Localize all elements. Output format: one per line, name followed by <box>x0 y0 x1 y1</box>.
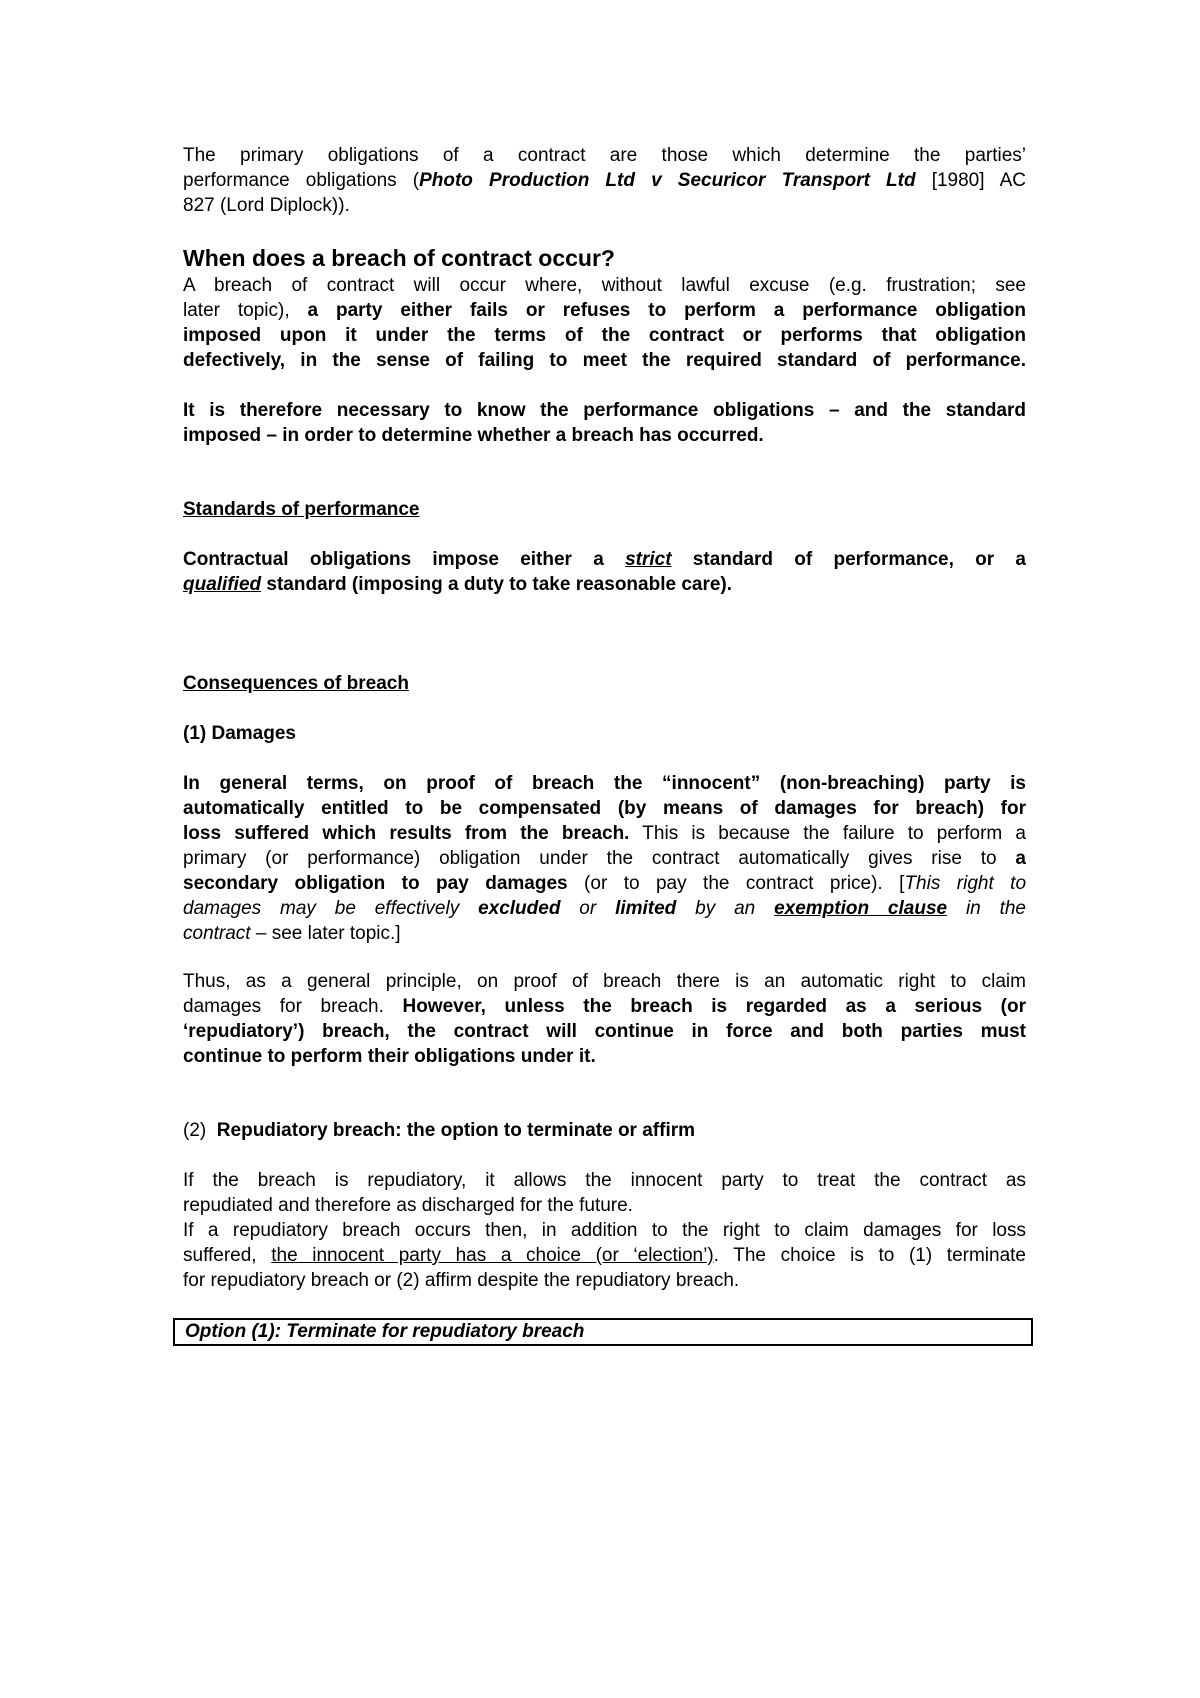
excluded-term: excluded <box>478 898 561 919</box>
standards-heading: Standards of performance <box>183 499 420 520</box>
election-term: the innocent party has a choice (or ‘election’) <box>271 1245 714 1266</box>
intro-text: performance obligations ( <box>183 170 420 191</box>
case-citation: [1980] AC <box>915 170 1027 191</box>
damages-line-6 <box>183 896 1026 921</box>
damages-line-3 <box>183 821 1026 846</box>
repudiatory-text: . The choice is to (1) terminate <box>713 1245 1026 1266</box>
damages-line-7 <box>183 921 1026 946</box>
damages-italic-text: in the <box>947 898 1026 919</box>
damages-text: primary (or performance) obligation under the contract automatically gives rise to <box>183 848 1016 869</box>
damages-italic-text: or <box>560 898 616 919</box>
standards-line-1 <box>183 547 1026 572</box>
strict-term: strict <box>625 549 672 570</box>
necessity-paragraph <box>183 398 1026 448</box>
repudiatory-line-3: If a repudiatory breach occurs then, in addition to the right to claim damages for loss <box>183 1220 1026 1241</box>
standards-line-2 <box>183 572 1026 597</box>
breach-line-2 <box>183 298 1026 323</box>
damages-line-5 <box>183 871 1026 896</box>
repudiatory-paragraph <box>183 1168 1026 1293</box>
repudiatory-number: (2) <box>183 1120 207 1141</box>
breach-definition-paragraph <box>183 273 1026 373</box>
exemption-clause-term: exemption clause <box>774 898 948 919</box>
standards-text: Contractual obligations impose either a <box>183 549 626 570</box>
damages-italic-text: contract <box>183 923 251 944</box>
principle-bold-text: However, unless the breach is regarded as a serious (or <box>402 996 1026 1017</box>
damages-paragraph <box>183 771 1026 946</box>
case-name: Photo Production Ltd v Securicor Transport Ltd <box>419 170 916 191</box>
principle-line-2 <box>183 994 1026 1019</box>
intro-line-1: The primary obligations of a contract are those which determine the parties’ <box>183 145 1026 166</box>
damages-line-4 <box>183 846 1026 871</box>
qualified-term: qualified <box>183 574 262 595</box>
principle-line-1: Thus, as a general principle, on proof of breach there is an automatic right to claim <box>183 971 1026 992</box>
repudiatory-text: suffered, <box>183 1245 272 1266</box>
intro-line-2 <box>183 168 1026 193</box>
damages-italic-text: by an <box>676 898 775 919</box>
repudiatory-heading <box>183 1118 695 1143</box>
standards-text: standard of performance, or a <box>671 549 1026 570</box>
intro-paragraph <box>183 143 1026 218</box>
general-principle-paragraph <box>183 969 1026 1069</box>
damages-text: – see later topic.] <box>250 923 401 944</box>
repudiatory-title: Repudiatory breach: the option to terminate or affirm <box>216 1120 696 1141</box>
damages-italic-text: This right to <box>904 873 1027 894</box>
repudiatory-line-4 <box>183 1243 1026 1268</box>
consequences-heading: Consequences of breach <box>183 673 409 694</box>
repudiatory-line-5: for repudiatory breach or (2) affirm despite the repudiatory breach. <box>183 1270 740 1291</box>
limited-term: limited <box>615 898 677 919</box>
damages-bold-text: loss suffered which results from the breach. <box>183 823 630 844</box>
damages-line-1: In general terms, on proof of breach the “innocent” (non-breaching) party is <box>183 773 1026 794</box>
damages-bold-text: secondary obligation to pay damages <box>183 873 568 894</box>
breach-line-4: defectively, in the sense of failing to meet the required standard of performance. <box>183 350 1026 371</box>
repudiatory-line-1: If the breach is repudiatory, it allows the innocent party to treat the contract as <box>183 1170 1026 1191</box>
damages-italic-text: damages may be effectively <box>183 898 479 919</box>
standards-text: standard (imposing a duty to take reasonable care). <box>261 574 733 595</box>
damages-text: This is because the failure to perform a <box>629 823 1026 844</box>
damages-bold-text: a <box>1015 848 1026 869</box>
breach-line-3: imposed upon it under the terms of the contract or performs that obligation <box>183 325 1026 346</box>
necessity-line-2: imposed – in order to determine whether a breach has occurred. <box>183 425 764 446</box>
breach-text: later topic), <box>183 300 308 321</box>
damages-heading: (1) Damages <box>183 723 296 744</box>
option-1-box: Option (1): Terminate for repudiatory breach <box>173 1318 1033 1346</box>
section-heading-breach: When does a breach of contract occur? <box>183 245 615 271</box>
breach-bold-text: a party either fails or refuses to perform a performance obligation <box>307 300 1026 321</box>
standards-paragraph <box>183 547 1026 597</box>
necessity-line-1: It is therefore necessary to know the performance obligations – and the standard <box>183 400 1026 421</box>
damages-line-2: automatically entitled to be compensated (by means of damages for breach) for <box>183 798 1026 819</box>
principle-line-3: ‘repudiatory’) breach, the contract will continue in force and both parties must <box>183 1021 1026 1042</box>
principle-line-4: continue to perform their obligations under it. <box>183 1046 596 1067</box>
breach-line-1: A breach of contract will occur where, without lawful excuse (e.g. frustration; see <box>183 275 1026 296</box>
principle-text: damages for breach. <box>183 996 403 1017</box>
repudiatory-line-2: repudiated and therefore as discharged for the future. <box>183 1195 633 1216</box>
intro-line-3: 827 (Lord Diplock)). <box>183 195 350 216</box>
damages-text: (or to pay the contract price). [ <box>567 873 905 894</box>
